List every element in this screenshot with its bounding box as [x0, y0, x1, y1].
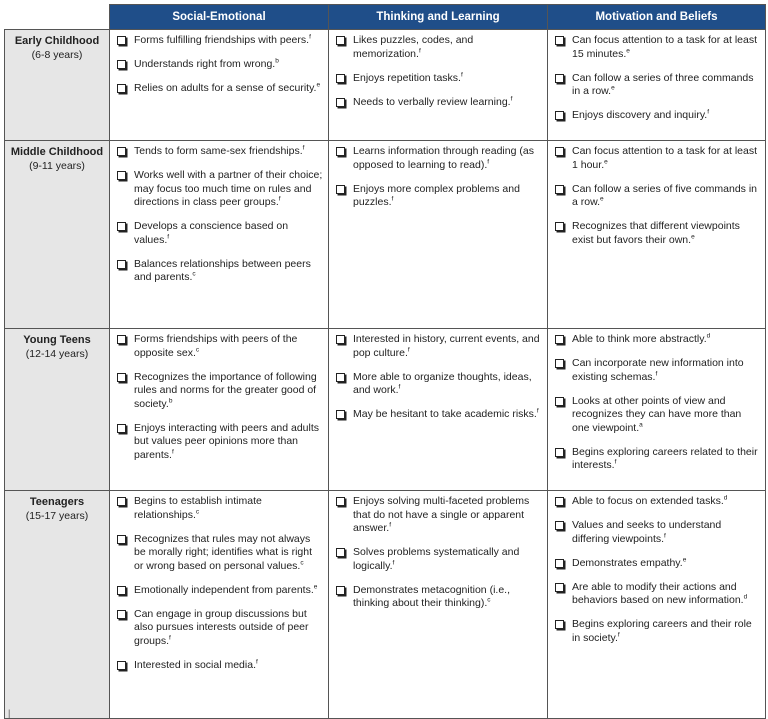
checkbox-bullet-icon: [117, 497, 126, 506]
trait-cell: [329, 491, 548, 719]
checkbox-bullet-icon: [336, 586, 345, 595]
trait-text: Solves problems systematically and logically.: [353, 546, 520, 572]
citation-marker: f: [255, 658, 258, 665]
trait-text: Balances relationships between peers and parents.: [134, 257, 311, 283]
age-group-cell: [5, 141, 110, 329]
age-group-range: (12-14 years): [25, 348, 89, 360]
citation-marker: f: [392, 559, 395, 566]
checkbox-bullet-icon: [336, 74, 345, 83]
trait-cell: [110, 30, 329, 141]
citation-marker: f: [389, 521, 391, 529]
checkbox-bullet-icon: [117, 373, 126, 382]
checkbox-bullet-icon: [555, 222, 564, 231]
trait-list: [552, 145, 761, 247]
citation-marker: f: [460, 71, 463, 78]
age-group-title: Teenagers: [29, 496, 85, 508]
list-item: [114, 258, 324, 285]
age-group-range: (6-8 years): [31, 49, 83, 61]
trait-list: [114, 495, 324, 672]
checkbox-bullet-icon: [555, 359, 564, 368]
trait-cell: [110, 329, 329, 491]
trait-cell: [548, 329, 766, 491]
list-item: [552, 395, 761, 436]
checkbox-bullet-icon: [117, 260, 126, 269]
citation-marker: f: [510, 95, 513, 102]
citation-marker: f: [171, 448, 174, 455]
citation-marker: e: [604, 158, 608, 165]
trait-text: Enjoys solving multi-faceted problems that do not have a single or apparent answer.: [353, 495, 530, 534]
citation-marker: f: [302, 144, 305, 152]
trait-text: Can focus attention to a task for at least 1 hour.: [572, 145, 758, 171]
trait-text: Demonstrates metacognition (i.e., thinking about their thinking).: [353, 583, 510, 609]
list-item: [333, 584, 543, 611]
checkbox-bullet-icon: [336, 335, 345, 344]
checkbox-bullet-icon: [117, 610, 126, 619]
trait-text: Enjoys more complex problems and puzzles.: [353, 182, 520, 208]
list-item: [552, 519, 761, 546]
list-item: [114, 495, 324, 522]
list-item: [114, 58, 324, 72]
trait-text: Works well with a partner of their choice; may focus too much time on rules and directions in class peer groups.: [134, 169, 323, 208]
list-item: [333, 546, 543, 573]
trait-list: [114, 145, 324, 285]
trait-cell: [110, 491, 329, 719]
list-item: [552, 357, 761, 384]
checkbox-bullet-icon: [117, 222, 126, 231]
checkbox-bullet-icon: [336, 410, 345, 419]
checkbox-bullet-icon: [555, 335, 564, 344]
trait-list: [333, 145, 543, 210]
trait-cell: [548, 30, 766, 141]
trait-list: [333, 333, 543, 422]
citation-marker: e: [611, 84, 615, 92]
list-item: [114, 169, 324, 210]
checkbox-bullet-icon: [117, 147, 126, 156]
list-item: [552, 333, 761, 347]
age-group-cell: [5, 30, 110, 141]
checkbox-bullet-icon: [117, 60, 126, 69]
citation-marker: e: [691, 233, 695, 240]
checkbox-bullet-icon: [555, 620, 564, 629]
list-item: [114, 333, 324, 360]
trait-text: Values and seeks to understand differing viewpoints.: [572, 519, 722, 545]
trait-text: Interested in social media.: [134, 658, 256, 671]
citation-marker: e: [313, 583, 318, 590]
citation-marker: a: [639, 421, 643, 428]
trait-text: Forms fulfilling friendships with peers.: [134, 34, 310, 46]
checkbox-bullet-icon: [117, 171, 126, 180]
trait-text: Can engage in group discussions but also pursues interests outside of peer groups.: [134, 607, 309, 647]
footnote-marker: |: [8, 708, 11, 718]
list-item: [114, 145, 324, 159]
citation-marker: f: [167, 233, 170, 240]
citation-marker: f: [655, 370, 658, 377]
trait-text: Are able to modify their actions and behaviors based on new information.: [572, 580, 744, 606]
citation-marker: d: [723, 494, 728, 502]
trait-text: Can follow a series of three commands in a row.: [572, 71, 754, 97]
checkbox-bullet-icon: [117, 535, 126, 544]
list-item: [114, 608, 324, 649]
citation-marker: f: [278, 195, 281, 203]
trait-text: Enjoys discovery and inquiry.: [572, 109, 708, 121]
trait-text: Can incorporate new information into existing schemas.: [572, 357, 744, 383]
citation-marker: f: [614, 458, 617, 466]
list-item: [114, 422, 324, 463]
list-item: [552, 220, 761, 247]
trait-text: Develops a conscience based on values.: [134, 220, 289, 246]
list-item: [552, 145, 761, 172]
list-item: [333, 72, 543, 86]
checkbox-bullet-icon: [555, 147, 564, 156]
header-social-emotional: Social-Emotional: [110, 5, 329, 30]
checkbox-bullet-icon: [117, 84, 126, 93]
trait-cell: [548, 141, 766, 329]
checkbox-bullet-icon: [117, 661, 126, 670]
checkbox-bullet-icon: [555, 74, 564, 83]
trait-cell: [548, 491, 766, 719]
header-thinking-learning: Thinking and Learning: [329, 5, 548, 30]
age-group-cell: [5, 491, 110, 719]
checkbox-bullet-icon: [555, 111, 564, 120]
table-row: [5, 30, 766, 141]
trait-cell: [329, 141, 548, 329]
list-item: [333, 145, 543, 172]
trait-list: [114, 34, 324, 96]
trait-text: Interested in history, current events, and pop culture.: [353, 333, 540, 359]
trait-text: Recognizes that different viewpoints exist but favors their own.: [572, 220, 740, 246]
list-item: [333, 34, 543, 61]
trait-list: [552, 34, 761, 123]
list-item: [333, 408, 543, 422]
citation-marker: f: [707, 108, 710, 116]
trait-cell: [329, 329, 548, 491]
list-item: [333, 371, 543, 398]
checkbox-bullet-icon: [117, 424, 126, 433]
header-motivation-beliefs: Motivation and Beliefs: [548, 5, 766, 30]
citation-marker: f: [487, 158, 490, 165]
checkbox-bullet-icon: [336, 185, 345, 194]
trait-text: Tends to form same-sex friendships.: [134, 145, 303, 157]
trait-text: Able to think more abstractly.: [572, 333, 707, 345]
list-item: [114, 659, 324, 673]
list-item: [552, 446, 761, 473]
header-corner: [5, 5, 110, 30]
list-item: [333, 96, 543, 110]
list-item: [552, 183, 761, 210]
list-item: [114, 371, 324, 412]
trait-text: Looks at other points of view and recognizes they can have more than one viewpoint.: [572, 394, 742, 434]
checkbox-bullet-icon: [336, 36, 345, 45]
trait-text: Recognizes the importance of following rules and norms for the greater good of society.: [134, 370, 317, 410]
citation-marker: d: [743, 593, 748, 601]
citation-marker: f: [536, 407, 539, 415]
checkbox-bullet-icon: [336, 147, 345, 156]
age-group-title: Early Childhood: [14, 35, 100, 47]
list-item: [114, 82, 324, 96]
trait-list: [552, 495, 761, 645]
citation-marker: e: [626, 47, 630, 54]
trait-list: [333, 495, 543, 611]
age-group-range: (15-17 years): [25, 510, 89, 522]
trait-text: Understands right from wrong.: [134, 58, 276, 70]
citation-marker: f: [418, 47, 421, 54]
table-row: [5, 491, 766, 719]
list-item: [552, 557, 761, 571]
trait-text: Relies on adults for a sense of security.: [134, 82, 317, 94]
citation-marker: e: [600, 195, 604, 203]
list-item: [333, 495, 543, 536]
citation-marker: b: [275, 57, 279, 65]
citation-marker: c: [195, 346, 200, 353]
citation-marker: e: [316, 81, 321, 89]
citation-marker: d: [706, 332, 711, 340]
age-group-title: Middle Childhood: [10, 146, 104, 158]
citation-marker: f: [398, 383, 401, 391]
checkbox-bullet-icon: [117, 335, 126, 344]
trait-cell: [329, 30, 548, 141]
list-item: [114, 533, 324, 574]
citation-marker: c: [195, 508, 200, 515]
checkbox-bullet-icon: [336, 373, 345, 382]
trait-text: Needs to verbally review learning.: [353, 95, 511, 108]
citation-marker: e: [682, 556, 687, 563]
checkbox-bullet-icon: [555, 185, 564, 194]
list-item: [114, 220, 324, 247]
list-item: [552, 495, 761, 509]
citation-marker: c: [192, 270, 196, 278]
trait-text: Begins exploring careers related to their interests.: [572, 445, 758, 471]
list-item: [552, 581, 761, 608]
trait-text: Able to focus on extended tasks.: [572, 495, 724, 507]
list-item: [552, 34, 761, 61]
header-row: [5, 5, 766, 30]
list-item: [114, 34, 324, 48]
trait-list: [333, 34, 543, 109]
citation-marker: f: [664, 532, 666, 539]
list-item: [552, 72, 761, 99]
citation-marker: f: [169, 634, 171, 641]
trait-text: Emotionally independent from parents.: [134, 583, 314, 596]
table-row: [5, 329, 766, 491]
checkbox-bullet-icon: [117, 36, 126, 45]
checkbox-bullet-icon: [555, 559, 564, 568]
age-group-cell: [5, 329, 110, 491]
citation-marker: f: [617, 631, 620, 638]
table-row: [5, 141, 766, 329]
trait-text: Forms friendships with peers of the opposite sex.: [134, 333, 298, 359]
citation-marker: b: [168, 397, 173, 404]
citation-marker: c: [300, 559, 304, 566]
trait-text: Recognizes that rules may not always be morally right; identifies what is right or wrong based on personal values.: [134, 532, 312, 572]
trait-list: [552, 333, 761, 473]
trait-list: [114, 333, 324, 462]
checkbox-bullet-icon: [555, 521, 564, 530]
trait-text: Can follow a series of five commands in a row.: [572, 182, 757, 208]
checkbox-bullet-icon: [336, 497, 345, 506]
trait-text: Begins to establish intimate relationships.: [134, 495, 262, 521]
citation-marker: f: [309, 33, 311, 41]
trait-text: Likes puzzles, codes, and memorization.: [353, 34, 474, 60]
citation-marker: c: [487, 596, 491, 604]
checkbox-bullet-icon: [336, 548, 345, 557]
age-group-range: (9-11 years): [29, 160, 85, 172]
checkbox-bullet-icon: [117, 586, 126, 595]
checkbox-bullet-icon: [555, 497, 564, 506]
trait-text: Learns information through reading (as opposed to learning to read).: [353, 145, 534, 171]
list-item: [333, 333, 543, 360]
checkbox-bullet-icon: [555, 448, 564, 457]
checkbox-bullet-icon: [336, 98, 345, 107]
trait-text: More able to organize thoughts, ideas, and work.: [353, 370, 532, 396]
trait-text: Can focus attention to a task for at least 15 minutes.: [572, 34, 758, 60]
list-item: [333, 183, 543, 210]
trait-text: May be hesitant to take academic risks.: [353, 408, 537, 420]
trait-text: Enjoys interacting with peers and adults but values peer opinions more than parents.: [134, 421, 320, 461]
trait-text: Begins exploring careers and their role in society.: [572, 618, 752, 644]
checkbox-bullet-icon: [555, 583, 564, 592]
checkbox-bullet-icon: [555, 397, 564, 406]
development-table: [4, 4, 766, 719]
trait-text: Demonstrates empathy.: [572, 556, 683, 569]
trait-text: Enjoys repetition tasks.: [353, 71, 461, 84]
list-item: [552, 618, 761, 645]
citation-marker: f: [391, 195, 394, 203]
checkbox-bullet-icon: [555, 36, 564, 45]
list-item: [552, 109, 761, 123]
age-group-title: Young Teens: [23, 334, 91, 346]
trait-cell: [110, 141, 329, 329]
list-item: [114, 584, 324, 598]
citation-marker: f: [407, 346, 410, 353]
